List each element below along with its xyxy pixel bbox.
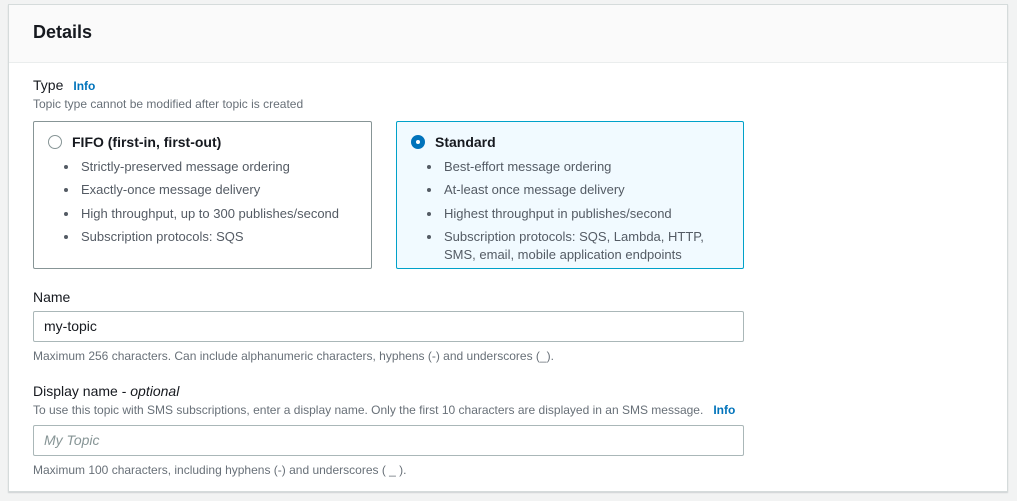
display-name-field: [33, 383, 983, 477]
bullet: • At-least once message delivery: [442, 181, 729, 199]
display-name-description: To use this topic with SMS subscriptions, enter a display name. Only the first 10 characters are displayed in an SMS message. Info: [33, 402, 736, 417]
tile-fifo-bullets: [79, 158, 357, 246]
display-name-input[interactable]: [33, 425, 744, 456]
bullet: • Strictly-preserved message ordering: [79, 158, 357, 176]
details-panel: [8, 4, 1008, 492]
bullet: • High throughput, up to 300 publishes/second: [79, 205, 357, 223]
radio-standard-icon[interactable]: [411, 135, 425, 149]
name-label: Name: [33, 288, 71, 305]
radio-fifo-icon[interactable]: [48, 135, 62, 149]
display-name-constraint: Maximum 100 characters, including hyphens (-) and underscores ( _ ).: [33, 462, 407, 477]
bullet: • Exactly-once message delivery: [79, 181, 357, 199]
display-name-info-link[interactable]: Info: [713, 402, 736, 417]
tile-standard-title: Standard: [435, 133, 496, 150]
details-panel-header: [9, 5, 1007, 63]
display-name-label: Display name - optional: [33, 382, 180, 399]
name-constraint: Maximum 256 characters. Can include alphanumeric characters, hyphens (-) and underscores (_).: [33, 348, 554, 363]
type-info-link[interactable]: Info: [73, 79, 96, 93]
panel-title: Details: [33, 22, 93, 42]
details-panel-body: [9, 63, 1007, 492]
type-tile-fifo[interactable]: [33, 121, 372, 269]
type-tile-standard[interactable]: [396, 121, 744, 269]
type-description: Topic type cannot be modified after topic is created: [33, 97, 304, 111]
name-input[interactable]: [33, 311, 744, 342]
tile-standard-bullets: [442, 158, 729, 264]
bullet: • Best-effort message ordering: [442, 158, 729, 176]
optional-suffix: optional: [130, 382, 180, 399]
bullet: • Subscription protocols: SQS, Lambda, HTTP, SMS, email, mobile application endpoints: [442, 228, 729, 263]
tile-fifo-title: FIFO (first-in, first-out): [72, 133, 222, 150]
type-tiles: [33, 121, 983, 269]
type-label: Type: [33, 77, 64, 93]
bullet: • Subscription protocols: SQS: [79, 228, 357, 246]
bullet: • Highest throughput in publishes/second: [442, 205, 729, 223]
name-field: [33, 289, 983, 363]
